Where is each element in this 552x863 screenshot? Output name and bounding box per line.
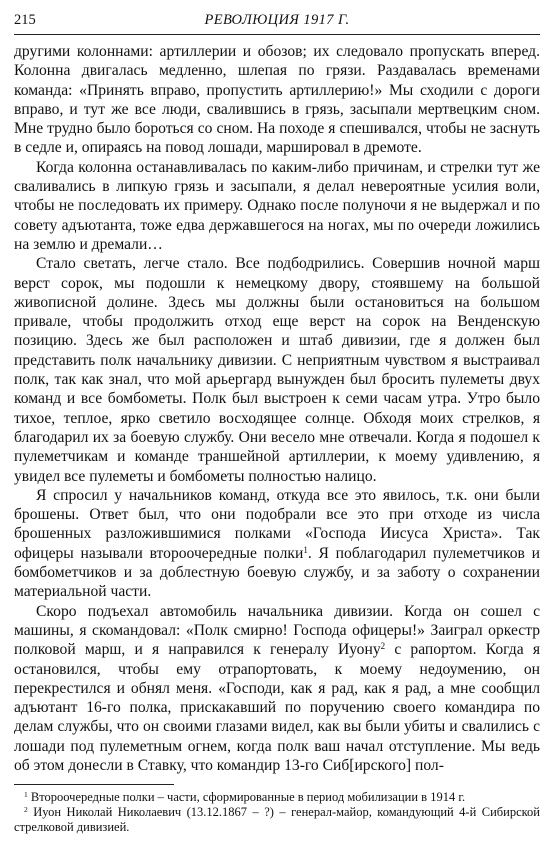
footnote-separator (14, 784, 174, 785)
running-title: РЕВОЛЮЦИЯ 1917 Г. (204, 12, 350, 28)
paragraph (14, 158, 540, 254)
footnotes (14, 790, 540, 835)
paragraph-text: другими колоннами: артиллерии и обозов; их следовало пропускать вперед. Колонна двигалась медленно, шлепая по грязи. Раздавалась временами команда: «Принять вправо, пропустить артиллерию!» Мы сходили с дороги вправо, и тут же все люди, свалившись в грязь, засыпали мертвецким сном. Мне трудно было бороться со сном. На походе я спешивался, чтобы не заснуть в седле и, опираясь на повод лошади, маршировал в дремоте. (14, 43, 540, 157)
page-header (14, 10, 540, 35)
paragraph (14, 486, 540, 602)
footnote-reference[interactable]: 1 (303, 544, 308, 555)
paragraph-text: . Я поблагодарил пулеметчиков и бомбометчиков и за доблестную боевую службу, и за заботу о сохранении материальной части. (14, 544, 540, 601)
footnote-mark: 1 (24, 790, 28, 800)
paragraph-text: Я спросил у начальников команд, откуда все это явилось, т.к. они были брошены. Ответ был, что они подобрали все это при отходе из числа брошенных разложившимися полками «Господа Иисуса Христа». Так офицеры называли второочередные полки (14, 486, 540, 562)
footnote (14, 805, 540, 835)
footnote-text: Иуон Николай Николаевич (13.12.1867 – ?) – генерал-майор, командующий 4-й Сибирской стрелковой дивизией. (14, 805, 540, 835)
paragraph (14, 602, 540, 776)
footnote-reference[interactable]: 2 (380, 641, 386, 652)
footnote (14, 790, 540, 805)
paragraph-text: Скоро подъехал автомобиль начальника дивизии. Когда он сошел с машины, я скомандовал: «Полк смирно! Господа офицеры!» Заиграл оркестр полковой марш, и я направился к генералу Иуону (14, 602, 540, 659)
footnote-text: Второочередные полки – части, сформированные в период мобилизации в 1914 г. (27, 790, 466, 805)
footnote-mark: 2 (24, 805, 28, 815)
paragraph (14, 42, 540, 158)
page-number: 215 (14, 12, 36, 28)
paragraph-text: Стало светать, легче стало. Все подбодрились. Совершив ночной марш верст сорок, мы подошли к немецкому двору, стоявшему на большой живописной долине. Здесь мы должны были остановиться на большом привале, чтобы продолжить отход еще верст на сорок на Венденскую позицию. Здесь же был расположен и штаб дивизии, где я должен был представить полк начальнику дивизии. С неприятным чувством я выстраивал полк, так как знал, что мой арьергард вынужден был бросить пулеметы двух команд и все бомбометы. Полк был выстроен к семи часам утра. Утро было тихое, теплое, ярко светило восходящее солнце. Обходя моих стрелков, я благодарил их за боевую службу. Они весело мне отвечали. Когда я подошел к пулеметчикам и команде траншейной артиллерии, к моему удивлению, я увидел все пулеметы и бомбометы полностью налицо. (14, 255, 540, 485)
body-text (14, 42, 540, 775)
paragraph-text: Когда колонна останавливалась по каким-либо причинам, и стрелки тут же сваливались в липкую грязь и засыпали, я делал невероятные усилия воли, чтобы не последовать их примеру. Однако после полуночи я не выдержал и по совету адъютанта, тоже едва державшегося на ногах, мы по очереди ложились на землю и дремали… (14, 158, 540, 253)
paragraph-text: с рапортом. Когда я остановился, чтобы ему отрапортовать, к моему недоумению, он перекрестился и обнял меня. «Господи, как я рад, как я рад, а мне сообщил адъютант 16-го полка, прискакавший по поручению своего командира по делам службы, что он своими глазами видел, как вы были убиты и свалились с лошади под пулеметным огнем, когда полк ваш начал отступление. Мы ведь об этом донесли в Ставку, что командир 13-го Сиб[ирского] пол- (14, 641, 540, 774)
paragraph (14, 254, 540, 486)
